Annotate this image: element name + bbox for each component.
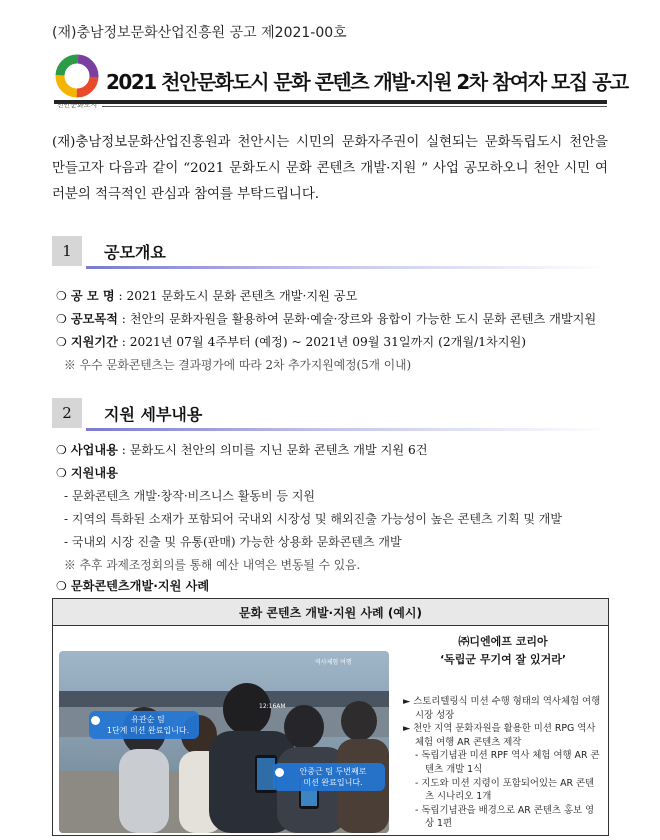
- case-bullet: - 독립기념관을 배경으로 AR 콘텐츠 홍보 영상 1편: [415, 804, 595, 830]
- avatar-icon: [275, 768, 284, 777]
- detail-item-cases: ❍ 문화콘텐츠개발·지원 사례: [56, 579, 210, 593]
- case-bullet: ► 천안 지역 문화자원을 활용한 미션 RPG 역사 체험 여행 AR 콘텐츠 제작: [403, 723, 596, 748]
- case-company: ㈜디엔에프 코리아: [458, 635, 548, 648]
- detail-item-business: ❍ 사업내용 : 문화도시 천안의 의미를 지닌 문화 콘텐츠 개발 지원 6건: [56, 443, 428, 457]
- case-slogan: ‘독립군 무기여 잘 있거라’: [439, 653, 567, 666]
- case-bullet: - 지도와 미션 지령이 포함되어있는 AR 콘텐츠 시나리오 1개: [415, 777, 595, 803]
- case-bullets: [403, 695, 603, 831]
- case-photo: [59, 651, 389, 833]
- photo-caption: 역사체험 여행: [315, 659, 352, 666]
- overview-item-period: ❍ 지원기간 : 2021년 07월 4주부터 (예정) ~ 2021년 09월 31일까지 (2개월/1차지원): [56, 335, 527, 349]
- support-sub-item: - 국내외 시장 진출 및 유통(판매) 가능한 상용화 문화콘텐츠 개발: [64, 535, 402, 549]
- avatar-icon: [91, 716, 100, 725]
- photo-time: 12:16AM: [259, 703, 286, 710]
- case-bullet: - 독립기념관 미션 RPF 역사 체험 여행 AR 콘텐츠 개발 1식: [415, 750, 600, 775]
- title-rule-thin: [102, 106, 607, 107]
- detail-item-support: ❍ 지원내용: [56, 466, 118, 480]
- case-example-box: [52, 598, 609, 836]
- intro-paragraph: (재)충남정보문화산업진흥원과 천안시는 시민의 문화자주권이 실현되는 문화독립도시 천안을 만들고자 다음과 같이 “2021 문화도시 문화 콘텐츠 개발·지원 ” 사업 공모하오니 천안 시민 여러분의 적극적인 관심과 참여를 부탁드립니다.: [52, 135, 608, 202]
- title-rule: [54, 100, 607, 104]
- overview-item-name: ❍ 공 모 명 : 2021 문화도시 문화 콘텐츠 개발·지원 공모: [56, 289, 358, 303]
- mission-bubble-2: 안중근 팀 두번째로 미션 완료입니다.: [273, 763, 385, 791]
- case-header: 문화 콘텐츠 개발·지원 사례 (예시): [53, 599, 608, 626]
- logo-text: 천안문화도시: [56, 101, 98, 109]
- section-title: 지원 세부내용: [104, 405, 203, 424]
- overview-item-purpose: ❍ 공모목적 : 천안의 문화자원을 활용하여 문화·예술·장르와 융합이 가능한 도시 문화 콘텐츠 개발지원: [56, 312, 597, 326]
- case-photo-illustration: [59, 651, 389, 833]
- section-underline: [86, 266, 608, 269]
- cheonan-logo-icon: [54, 54, 100, 104]
- overview-note: ※ 우수 문화콘텐츠는 결과평가에 따라 2차 추가지원예정(5개 이내): [64, 358, 412, 372]
- page-title: 2021 천안문화도시 문화 콘텐츠 개발·지원 2차 참여자 모집 공고: [106, 70, 628, 94]
- case-bullet: ► 스토리텔링식 미션 수행 형태의 역사체험 여행시장 성장: [403, 696, 601, 721]
- detail-note: ※ 추후 과제조정회의를 통해 예산 내역은 변동될 수 있음.: [64, 558, 361, 572]
- section-number: 2: [52, 398, 82, 428]
- section-number: 1: [52, 236, 82, 266]
- support-sub-item: - 문화콘텐츠 개발·창작·비즈니스 활동비 등 지원: [64, 489, 316, 503]
- notice-number: (재)충남정보문화산업진흥원 공고 제2021-00호: [52, 25, 347, 41]
- section-title: 공모개요: [104, 243, 166, 262]
- case-description: [403, 629, 603, 831]
- section-underline: [86, 428, 608, 431]
- support-sub-item: - 지역의 특화된 소재가 포함되어 국내외 시장성 및 해외진출 가능성이 높은 콘텐츠 기획 및 개발: [64, 512, 562, 526]
- mission-bubble-1: 유관순 팀 1단계 미션 완료입니다.: [89, 711, 199, 739]
